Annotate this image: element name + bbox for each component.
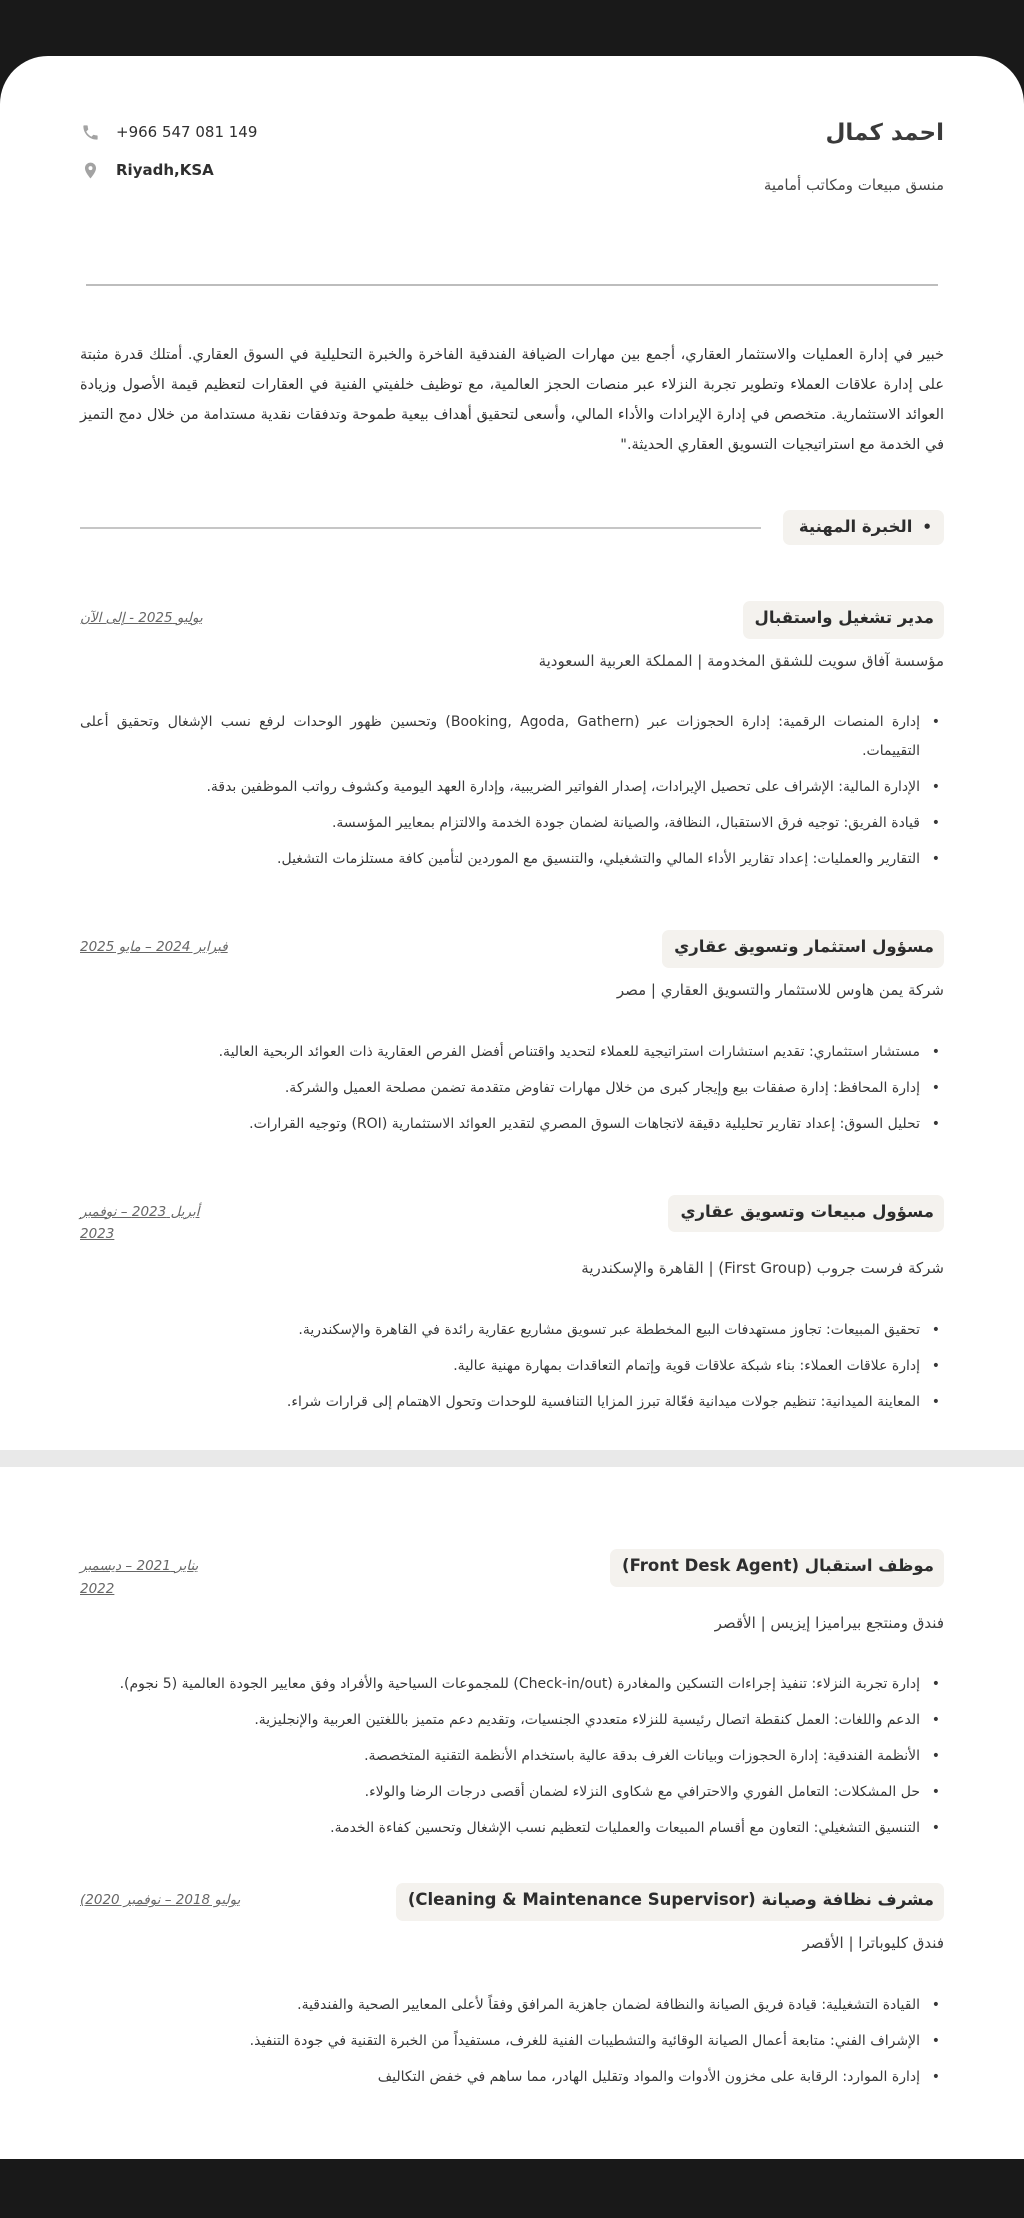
job-bullet: • قيادة الفريق: توجيه فرق الاستقبال، النظافة، والصيانة لضمان جودة الخدمة والالتزام بمعايير المؤسسة. [80, 809, 920, 838]
job-bullet-list [80, 1670, 944, 1843]
contact-block [80, 122, 257, 198]
job-entry-5 [80, 1883, 944, 2091]
job-bullet: • إدارة علاقات العملاء: بناء شبكة علاقات قوية وإتمام التعاقدات بمهارة مهنية عالية. [80, 1352, 920, 1381]
job-head [80, 1549, 944, 1601]
job-bullet: • التقارير والعمليات: إعداد تقارير الأداء المالي والتشغيلي، والتنسيق مع الموردين لتأمين كافة مستلزمات التشغيل. [80, 845, 920, 874]
job-bullet: • المعاينة الميدانية: تنظيم جولات ميدانية فعّالة تبرز المزايا التنافسية للوحدات وتحول الاهتمام إلى قرارات شراء. [80, 1388, 920, 1417]
job-entry-3 [80, 1195, 944, 1417]
job-head [80, 1883, 944, 1921]
job-bullet: • تحقيق المبيعات: تجاوز مستهدفات البيع المخططة عبر تسويق مشاريع عقارية رائدة في القاهرة والإسكندرية. [80, 1316, 920, 1345]
job-bullet: • الإشراف الفني: متابعة أعمال الصيانة الوقائية والتشطيبات الفنية للغرف، مستفيداً من الخبرة التقنية في جودة التنفيذ. [80, 2027, 920, 2056]
job-bullet: • إدارة الموارد: الرقابة على مخزون الأدوات والمواد وتقليل الهادر، مما ساهم في خفض التكاليف [80, 2063, 920, 2092]
section-title-pill [783, 510, 944, 545]
job-head [80, 601, 944, 639]
page-break-band [0, 1450, 1024, 1467]
section-bullet-dot: • [922, 517, 932, 536]
section-title: الخبرة المهنية [798, 517, 913, 536]
job-title: مسؤول مبيعات وتسويق عقاري [668, 1195, 944, 1233]
person-subtitle: منسق مبيعات ومكاتب أمامية [763, 176, 944, 194]
job-head [80, 1195, 944, 1247]
job-entry-2 [80, 930, 944, 1138]
job-bullet: • إدارة تجربة النزلاء: تنفيذ إجراءات التسكين والمغادرة (Check-in/out) للمجموعات السياحية والأفراد وفق معايير الجودة العالمية (5 نجوم). [80, 1670, 920, 1699]
job-date: أبريل 2023 – نوفمبر 2023 [80, 1203, 200, 1243]
job-bullet-list [80, 1316, 944, 1417]
job-company: شركة فرست جروب (First Group) | القاهرة والإسكندرية [581, 1259, 944, 1278]
job-bullet: • الدعم واللغات: العمل كنقطة اتصال رئيسية للنزلاء متعددي الجنسيات، وتقديم دعم متميز باللغتين العربية والإنجليزية. [80, 1706, 920, 1735]
job-head [80, 930, 944, 968]
section-experience [80, 510, 944, 545]
job-bullet-list [80, 1991, 944, 2092]
phone-row [80, 122, 257, 142]
job-date: يوليو 2018 – نوفمبر 2020) [80, 1892, 241, 1909]
job-bullet-list [80, 708, 944, 874]
job-company: شركة يمن هاوس للاستثمار والتسويق العقاري | مصر [616, 981, 944, 999]
location-text: Riyadh,KSA [116, 161, 214, 179]
job-company: فندق ومنتجع بيراميزا إيزيس | الأقصر [714, 1613, 944, 1632]
section-rule [80, 527, 761, 529]
location-pin-icon [80, 160, 100, 180]
job-entry-4 [80, 1549, 944, 1843]
phone-icon [80, 122, 100, 142]
job-bullet: • الأنظمة الفندقية: إدارة الحجوزات وبيانات الغرف بدقة عالية باستخدام الأنظمة التقنية المتخصصة. [80, 1742, 920, 1771]
header-divider [86, 284, 938, 286]
job-company: مؤسسة آفاق سويت للشقق المخدومة | المملكة العربية السعودية [538, 651, 944, 670]
job-entry-1 [80, 601, 944, 874]
job-date: فبراير 2024 – مايو 2025 [80, 939, 228, 956]
job-title: موظف استقبال (Front Desk Agent) [610, 1549, 944, 1587]
person-name: احمد كمال [825, 120, 944, 146]
job-bullet: • القيادة التشغيلية: قيادة فريق الصيانة والنظافة لضمان جاهزية المرافق وفقاً لأعلى المعايير الصحية والفندقية. [80, 1991, 920, 2020]
resume-page-1 [0, 56, 1024, 1450]
summary-paragraph: خبير في إدارة العمليات والاستثمار العقاري، أجمع بين مهارات الضيافة الفندقية الفاخرة والخبرة التحليلية في السوق العقاري. أمتلك قدرة مثبتة على إدارة علاقات العملاء وتطوير تجربة النزلاء عبر منصات الحجز العالمية، مع توظيف خلفيتي الفنية في العقارات لتعظيم قيمة الأصول وزيادة العوائد الاستثمارية. متخصص في إدارة الإيرادات والأداء المالي، وأسعى لتحقيق أهداف بيعية طموحة وتدفقات نقدية مستدامة من خلال دمج التميز في الخدمة مع استراتيجيات التسويق العقاري الحديثة." [80, 347, 944, 453]
name-block [764, 118, 944, 194]
job-title: مدير تشغيل واستقبال [743, 601, 944, 639]
job-bullet: • إدارة المنصات الرقمية: إدارة الحجوزات عبر (Booking, Agoda, Gathern) وتحسين ظهور الوحدات لرفع نسب الإشغال وتحقيق أعلى التقييمات. [80, 708, 920, 766]
job-bullet: • حل المشكلات: التعامل الفوري والاحترافي مع شكاوى النزلاء لضمان أقصى درجات الرضا والولاء. [80, 1778, 920, 1807]
job-bullet: • الإدارة المالية: الإشراف على تحصيل الإيرادات، إصدار الفواتير الضريبية، وإدارة العهد اليومية وكشوف رواتب الموظفين بدقة. [80, 773, 920, 802]
job-bullet: • إدارة المحافظ: إدارة صفقات بيع وإيجار كبرى من خلال مهارات تفاوض متقدمة تضمن مصلحة العميل والشركة. [80, 1074, 920, 1103]
resume-page-2 [0, 1467, 1024, 2159]
job-bullet-list [80, 1038, 944, 1139]
job-date: يناير 2021 – ديسمبر 2022 [80, 1557, 199, 1597]
job-bullet: • التنسيق التشغيلي: التعاون مع أقسام المبيعات والعمليات لتعظيم نسب الإشغال وتحسين كفاءة الخدمة. [80, 1814, 920, 1843]
resume-header [80, 118, 944, 198]
phone-number: +966 547 081 149 [116, 123, 258, 141]
job-date: يوليو 2025 - إلى الآن [80, 610, 203, 626]
job-title: مشرف نظافة وصيانة (Cleaning & Maintenance Supervisor) [396, 1883, 944, 1921]
location-row [80, 160, 257, 180]
job-bullet: • تحليل السوق: إعداد تقارير تحليلية دقيقة لاتجاهات السوق المصري لتقدير العوائد الاستثمارية (ROI) وتوجيه القرارات. [80, 1110, 920, 1139]
job-title: مسؤول استثمار وتسويق عقاري [662, 930, 944, 968]
job-company: فندق كليوباترا | الأقصر [802, 1934, 944, 1952]
job-bullet: • مستشار استثماري: تقديم استشارات استراتيجية للعملاء لتحديد واقتناص أفضل الفرص العقارية ذات العوائد الربحية العالية. [80, 1038, 920, 1067]
